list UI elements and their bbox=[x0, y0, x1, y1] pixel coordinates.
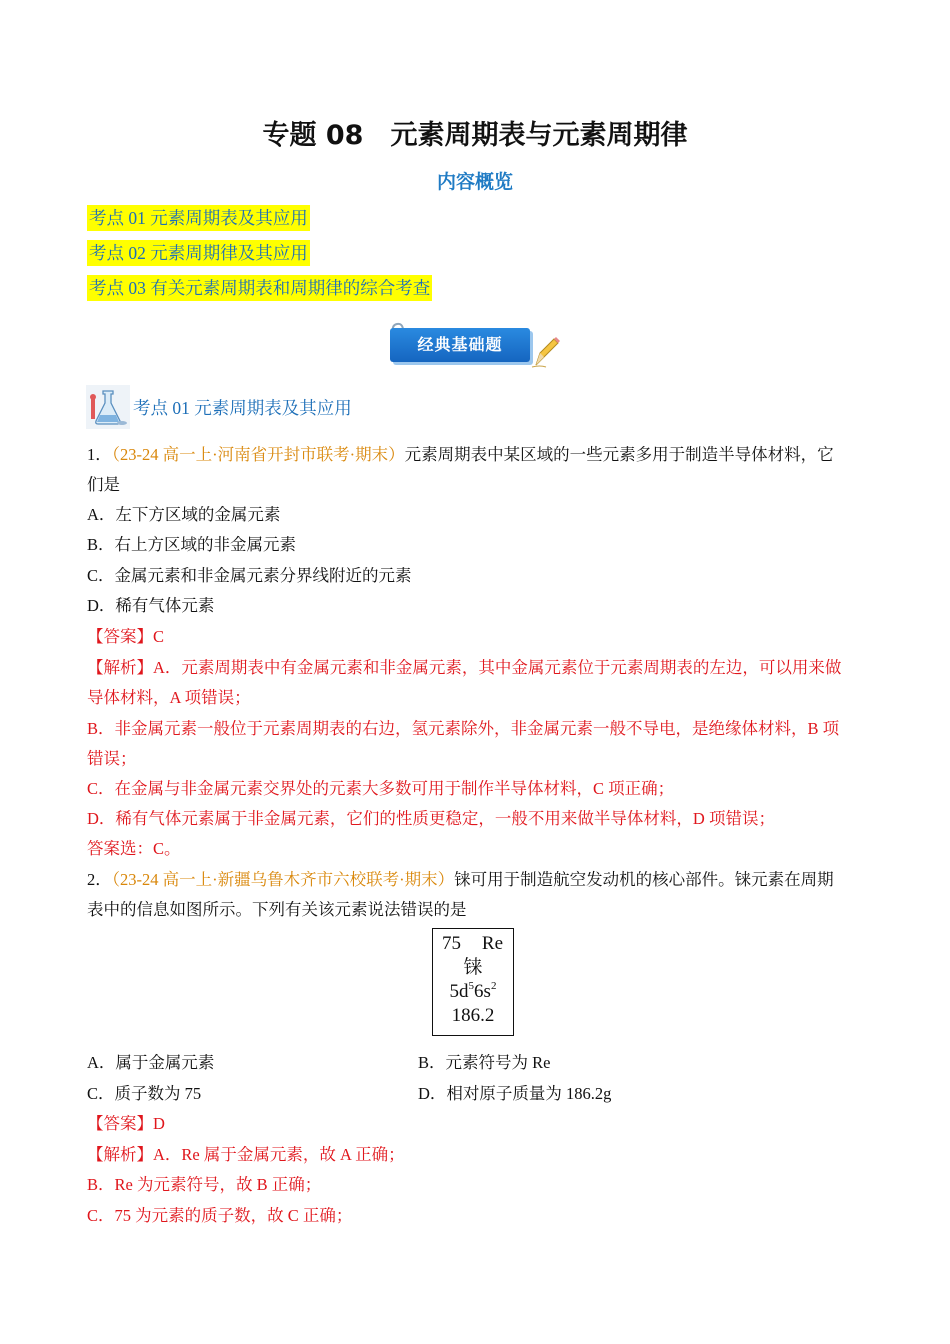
q1-analysis-line2: 导体材料，A 项错误； bbox=[87, 688, 251, 707]
q2-stem-line1: 铼可用于制造航空发动机的核心部件。铼元素在周期 bbox=[454, 870, 834, 889]
q1-analysis-line7: 答案选：C。 bbox=[87, 839, 181, 858]
q2-analysis-line3: C．75 为元素的质子数，故 C 正确； bbox=[87, 1206, 353, 1225]
q2-answer-label: 【答案】 bbox=[87, 1114, 153, 1133]
element-atomic-mass: 186.2 bbox=[451, 1005, 495, 1026]
q2-option-d[interactable]: D．相对原子质量为 186.2g bbox=[418, 1084, 612, 1103]
q1-answer bbox=[87, 622, 164, 653]
q1-option-c[interactable]: C．金属元素和非金属元素分界线附近的元素 bbox=[87, 566, 412, 585]
banner-label: 经典基础题 bbox=[417, 335, 503, 354]
q1-analysis-line3: B．非金属元素一般位于元素周期表的右边，氢元素除外，非金属元素一般不导电，是绝缘体材料，B 项 bbox=[87, 719, 840, 738]
q2-option-b[interactable]: B．元素符号为 Re bbox=[418, 1053, 551, 1072]
q2-analysis-text: A．Re 属于金属元素，故 A 正确； bbox=[153, 1145, 405, 1164]
q2-number: 2． bbox=[87, 870, 112, 889]
element-symbol: Re bbox=[481, 933, 503, 954]
overview-item-03[interactable]: 考点 03 有关元素周期表和周期律的综合考查 bbox=[87, 275, 432, 301]
q1-answer-label: 【答案】 bbox=[87, 627, 153, 646]
flask-icon bbox=[86, 385, 130, 429]
overview-item-02[interactable]: 考点 02 元素周期律及其应用 bbox=[87, 240, 310, 266]
overview-heading: 内容概览 bbox=[436, 171, 513, 193]
q2-stem bbox=[87, 865, 834, 896]
q1-source: （23-24 高一上·河南省开封市联考·期末） bbox=[111, 445, 405, 464]
overview-item-01[interactable]: 考点 01 元素周期表及其应用 bbox=[87, 205, 310, 231]
element-name: 铼 bbox=[463, 957, 483, 978]
pencil-icon bbox=[530, 335, 562, 369]
section-label: 考点 01 元素周期表及其应用 bbox=[133, 398, 352, 418]
q2-analysis-line1 bbox=[87, 1140, 405, 1171]
q1-analysis-line5: C．在金属与非金属元素交界处的元素大多数可用于制作半导体材料，C 项正确； bbox=[87, 779, 675, 798]
config-part-6s: 6s bbox=[474, 981, 491, 1002]
config-part-5d: 5d bbox=[449, 981, 469, 1002]
q1-option-a[interactable]: A．左下方区域的金属元素 bbox=[87, 505, 281, 524]
q2-option-a[interactable]: A．属于金属元素 bbox=[87, 1053, 215, 1072]
q1-analysis-label: 【解析】 bbox=[87, 658, 153, 677]
q1-analysis-line1 bbox=[87, 653, 841, 684]
q2-answer bbox=[87, 1109, 165, 1140]
config-sup-5: 5 bbox=[468, 980, 475, 992]
q2-answer-value: D bbox=[153, 1114, 165, 1133]
q1-stem bbox=[87, 440, 834, 471]
element-atomic-number: 75 bbox=[442, 933, 461, 954]
q2-source: （23-24 高一上·新疆乌鲁木齐市六校联考·期末） bbox=[111, 870, 455, 889]
q1-answer-value: C bbox=[153, 627, 165, 646]
q1-analysis-line6: D．稀有气体元素属于非金属元素，它们的性质更稳定，一般不用来做半导体材料，D 项错误； bbox=[87, 809, 775, 828]
q2-analysis-line2: B．Re 为元素符号，故 B 正确； bbox=[87, 1175, 322, 1194]
classic-basics-banner bbox=[390, 321, 562, 369]
q1-stem-line1: 元素周期表中某区域的一些元素多用于制造半导体材料，它 bbox=[404, 445, 834, 464]
q1-option-d[interactable]: D．稀有气体元素 bbox=[87, 596, 215, 615]
q1-stem-line2: 们是 bbox=[87, 475, 120, 494]
element-electron-config bbox=[433, 979, 513, 1005]
q2-analysis-label: 【解析】 bbox=[87, 1145, 153, 1164]
page-title: 专题 08 元素周期表与元素周期律 bbox=[262, 120, 688, 151]
q1-number: 1． bbox=[87, 445, 112, 464]
q2-option-c[interactable]: C．质子数为 75 bbox=[87, 1084, 202, 1103]
element-card-rhenium bbox=[432, 928, 514, 1036]
config-sup-2: 2 bbox=[490, 980, 497, 992]
q1-analysis-line4: 错误； bbox=[87, 749, 137, 768]
q1-option-b[interactable]: B．右上方区域的非金属元素 bbox=[87, 535, 297, 554]
q1-analysis-text: A．元素周期表中有金属元素和非金属元素，其中金属元素位于元素周期表的左边，可以用来做 bbox=[153, 658, 842, 677]
q2-stem-line2: 表中的信息如图所示。下列有关该元素说法错误的是 bbox=[87, 900, 467, 919]
